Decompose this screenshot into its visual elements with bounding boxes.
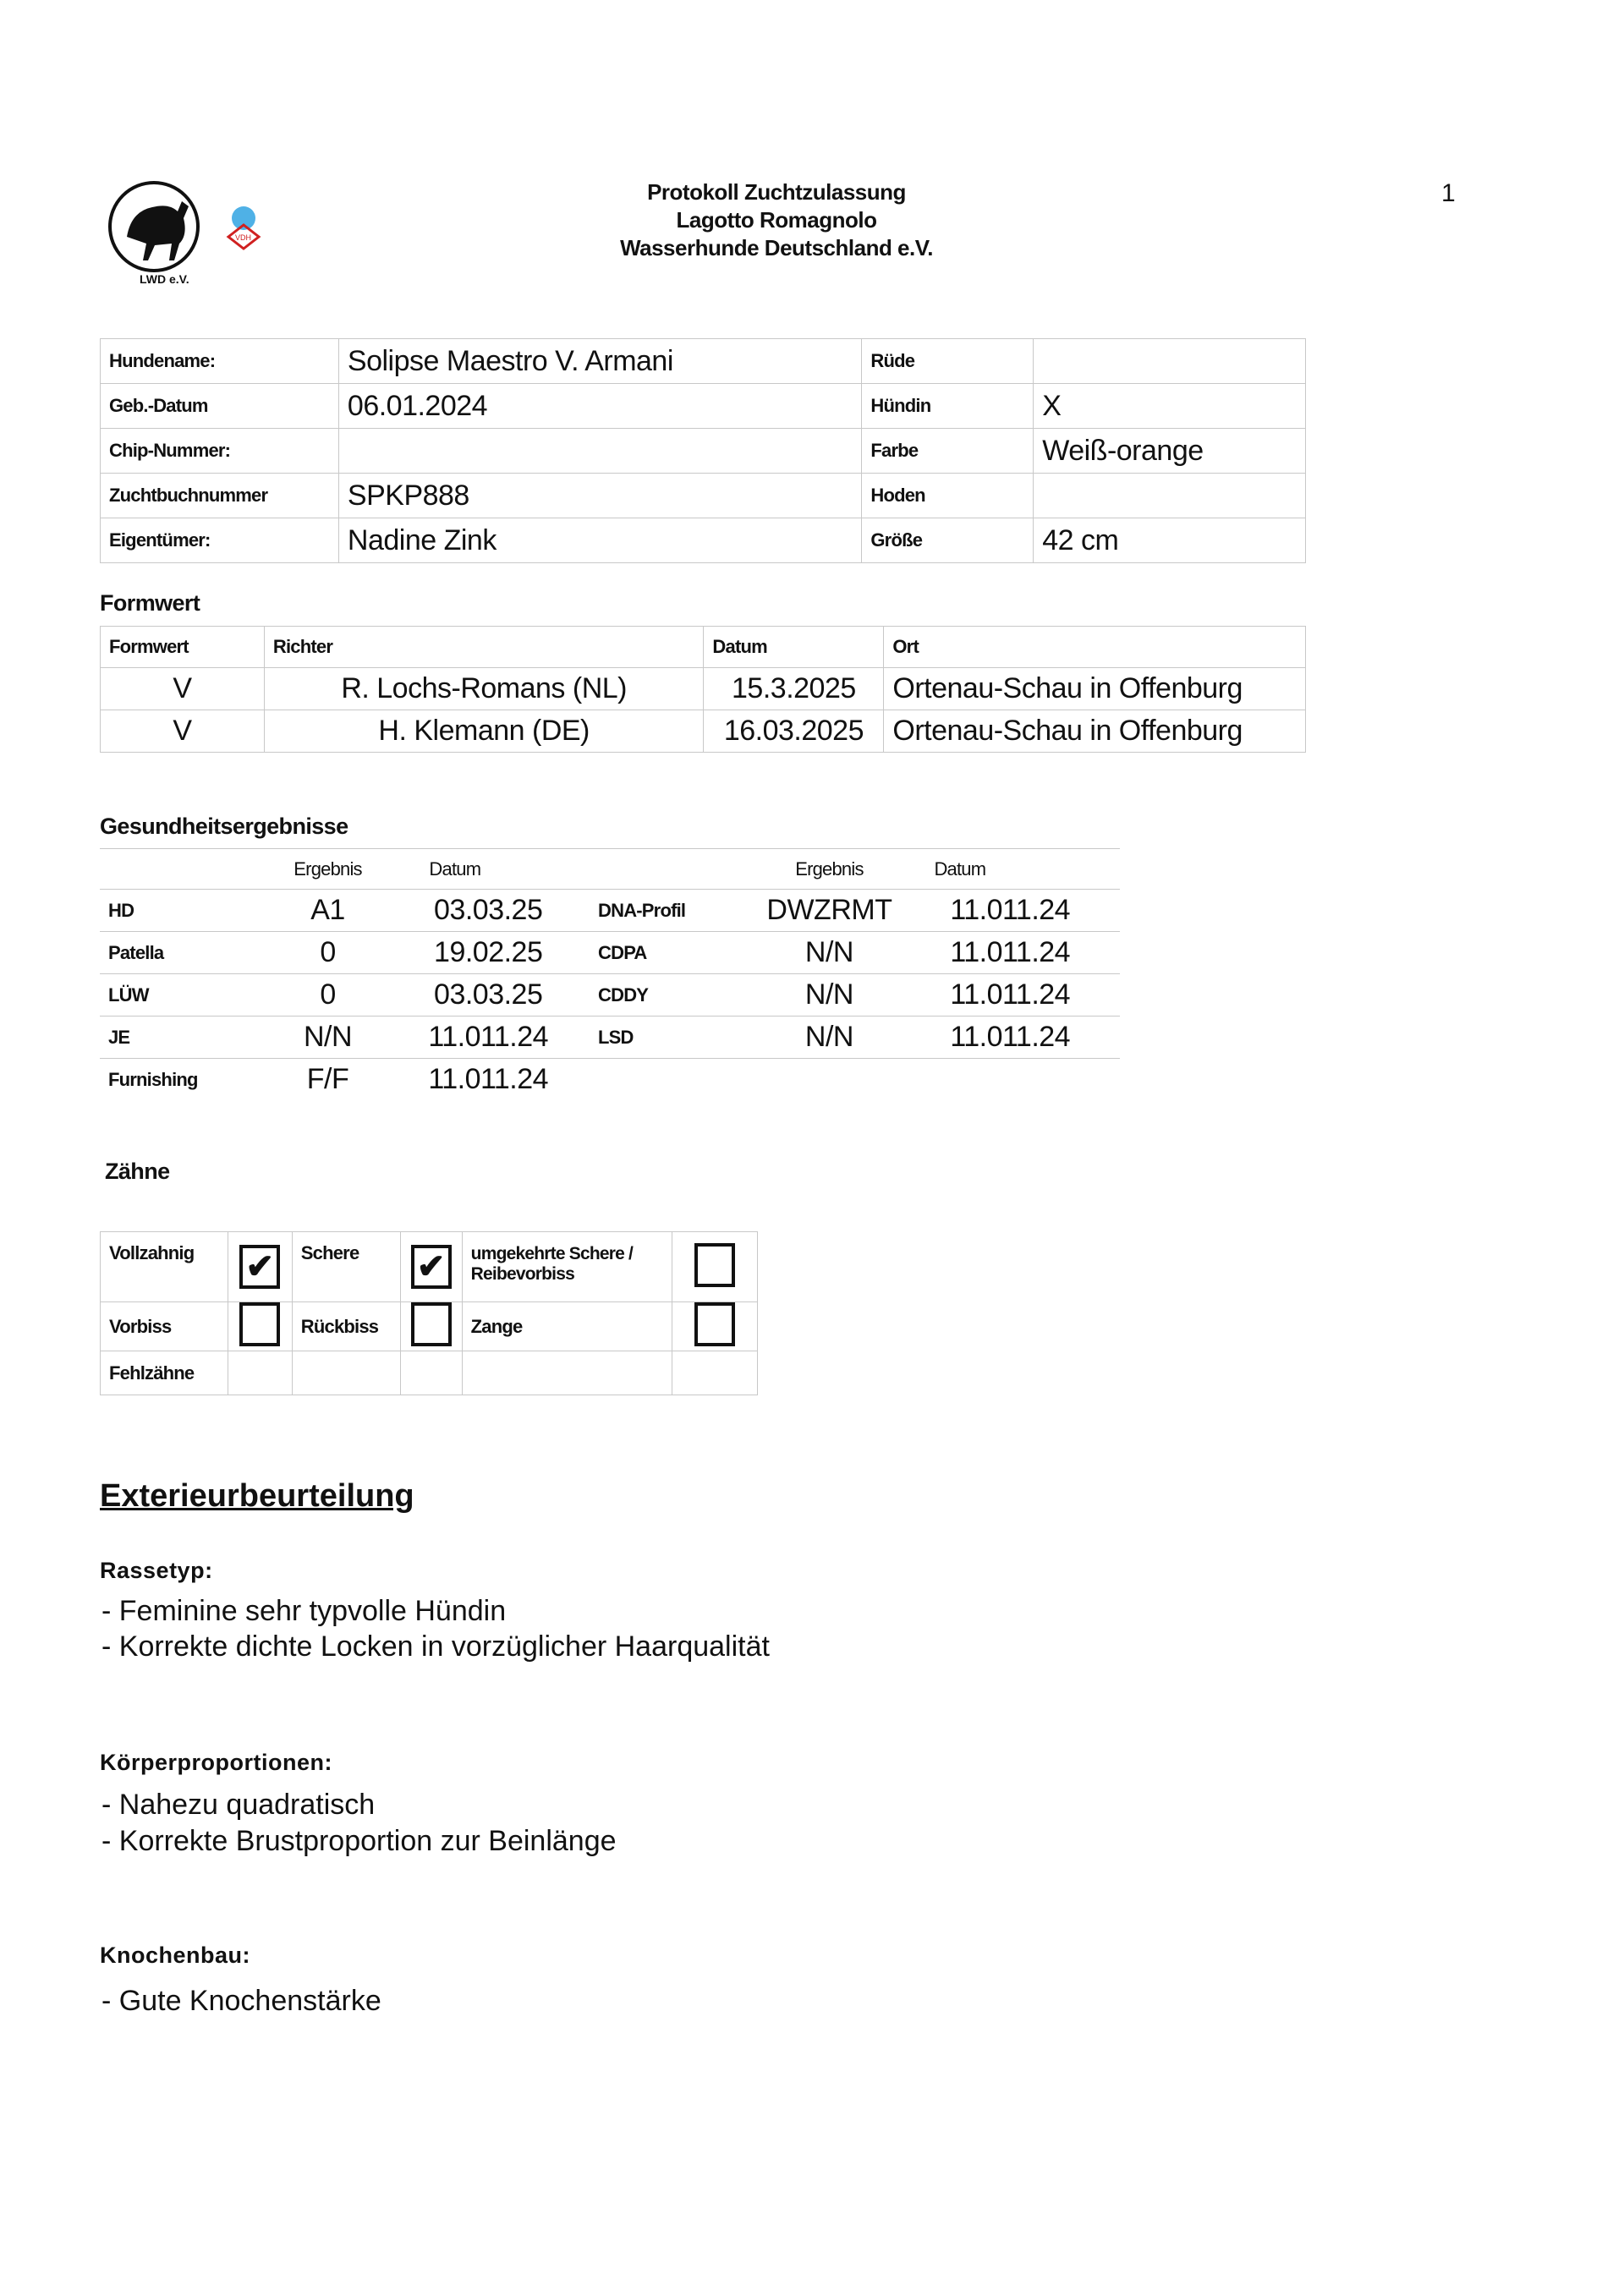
title-line-1: Protokoll Zuchtzulassung [647,179,906,205]
label: Hündin [862,384,1034,429]
formwert-table [100,626,1306,753]
col-header: Datum [387,849,590,890]
health-date2 [900,1059,1120,1101]
table-row [101,710,1306,753]
health-test: Patella [100,932,269,974]
location: Ortenau-Schau in Offenburg [884,710,1306,753]
label: Eigentümer: [101,518,339,563]
health-test2: LSD [590,1016,758,1059]
col-header: Formwert [101,627,265,668]
table-header [100,849,1120,890]
health-result: 0 [269,932,387,974]
health-date: 11.011.24 [387,1059,590,1101]
table-header [101,627,1306,668]
svg-text:VDH: VDH [235,233,252,242]
table-row [101,429,1306,474]
col-header: Ergebnis [758,849,900,890]
label-schere: Schere [292,1232,400,1302]
col-header: Richter [264,627,704,668]
label: Größe [862,518,1034,563]
checkbox-rueckbiss[interactable] [411,1302,452,1346]
label-zange: Zange [462,1302,672,1351]
label-vollzahnig: Vollzahnig [101,1232,228,1302]
label: Zuchtbuchnummer [101,474,339,518]
health-result2 [758,1059,900,1101]
label-umgekehrt: umgekehrte Schere / Reibevorbiss [462,1232,672,1302]
table-row [100,1016,1120,1059]
date: 16.03.2025 [704,710,884,753]
health-heading: Gesundheitsergebnisse [100,814,348,839]
health-date2: 11.011.24 [900,1016,1120,1059]
dog-info-table [100,338,1306,563]
color: Weiß-orange [1034,429,1306,474]
section-title-knochenbau: Knochenbau: [100,1943,250,1968]
table-row [100,932,1120,974]
label: Hoden [862,474,1034,518]
col-header: Datum [900,849,1120,890]
health-date: 03.03.25 [387,974,590,1016]
health-date2: 11.011.24 [900,974,1120,1016]
teeth-heading: Zähne [105,1159,170,1184]
studbook-number: SPKP888 [338,474,861,518]
label: Rüde [862,339,1034,384]
dog-name: Solipse Maestro V. Armani [338,339,861,384]
page-number: 1 [1441,179,1456,207]
exterieur-heading: Exterieurbeurteilung [100,1478,414,1514]
table-row [100,890,1120,932]
label-vorbiss: Vorbiss [101,1302,228,1351]
health-table [100,848,1120,1101]
birth-date: 06.01.2024 [338,384,861,429]
list-item: - Feminine sehr typvolle Hündin [102,1595,507,1627]
logo-text: LWD e.V. [140,272,189,286]
checkbox-umgekehrt[interactable] [694,1243,735,1287]
list-item: - Korrekte Brustproportion zur Beinlänge [102,1825,617,1857]
health-result2: N/N [758,1016,900,1059]
formwert: V [101,710,265,753]
health-test2 [590,1059,758,1101]
list-item: - Nahezu quadratisch [102,1789,376,1821]
formwert-heading: Formwert [100,590,200,616]
title-line-2: Lagotto Romagnolo [676,207,877,233]
health-result2: N/N [758,932,900,974]
date: 15.3.2025 [704,668,884,710]
table-row [101,518,1306,563]
health-result2: N/N [758,974,900,1016]
section-title-rassetyp: Rassetyp: [100,1558,213,1583]
value: X [1034,384,1306,429]
health-test2: DNA-Profil [590,890,758,932]
health-result: A1 [269,890,387,932]
size: 42 cm [1034,518,1306,563]
checkbox-vollzahnig[interactable]: ✔ [239,1245,280,1289]
health-test2: CDDY [590,974,758,1016]
col-header: Ergebnis [269,849,387,890]
table-row [100,1059,1120,1101]
checkbox-zange[interactable] [694,1302,735,1346]
label-rueckbiss: Rückbiss [292,1302,400,1351]
health-test: Furnishing [100,1059,269,1101]
health-test: HD [100,890,269,932]
label: Chip-Nummer: [101,429,339,474]
table-row [100,974,1120,1016]
col-header: Datum [704,627,884,668]
checkbox-vorbiss[interactable] [239,1302,280,1346]
health-result: N/N [269,1016,387,1059]
location: Ortenau-Schau in Offenburg [884,668,1306,710]
value [1034,474,1306,518]
label: Farbe [862,429,1034,474]
health-result2: DWZRMT [758,890,900,932]
list-item: - Korrekte dichte Locken in vorzüglicher Haarqualität [102,1630,770,1663]
col-header: Ort [884,627,1306,668]
health-test: LÜW [100,974,269,1016]
health-date2: 11.011.24 [900,932,1120,974]
chip-number [338,429,861,474]
list-item: - Gute Knochenstärke [102,1985,381,2017]
label-fehlzaehne: Fehlzähne [101,1351,228,1395]
table-row [101,474,1306,518]
judge: R. Lochs-Romans (NL) [264,668,704,710]
health-date: 11.011.24 [387,1016,590,1059]
table-row [101,384,1306,429]
value [1034,339,1306,384]
formwert: V [101,668,265,710]
label: Geb.-Datum [101,384,339,429]
health-date: 03.03.25 [387,890,590,932]
owner: Nadine Zink [338,518,861,563]
health-test2: CDPA [590,932,758,974]
label: Hundename: [101,339,339,384]
judge: H. Klemann (DE) [264,710,704,753]
title-line-3: Wasserhunde Deutschland e.V. [620,235,933,260]
health-result: 0 [269,974,387,1016]
table-row [101,339,1306,384]
health-date2: 11.011.24 [900,890,1120,932]
checkbox-schere[interactable]: ✔ [411,1245,452,1289]
table-row [101,668,1306,710]
section-title-proportionen: Körperproportionen: [100,1750,332,1775]
health-date: 19.02.25 [387,932,590,974]
teeth-table [100,1231,758,1395]
health-test: JE [100,1016,269,1059]
health-result: F/F [269,1059,387,1101]
